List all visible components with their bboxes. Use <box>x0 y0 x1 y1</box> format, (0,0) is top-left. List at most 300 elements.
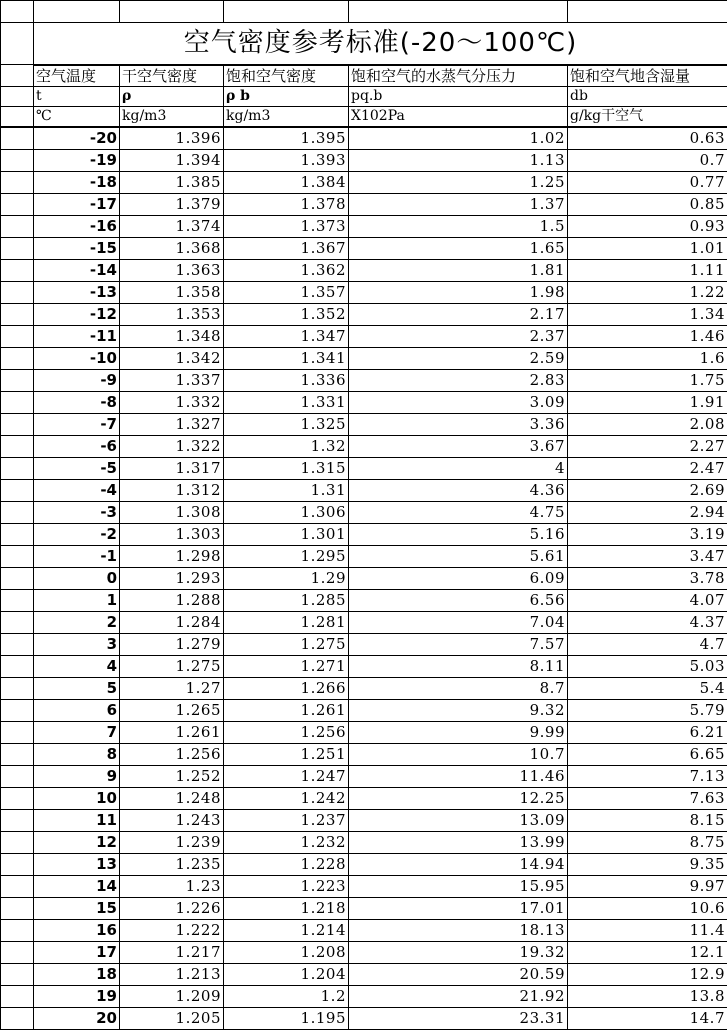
cell[interactable] <box>1 721 34 743</box>
vapor-pressure-cell[interactable]: 8.11 <box>349 655 568 677</box>
cell[interactable] <box>1 325 34 347</box>
cell[interactable] <box>1 193 34 215</box>
cell[interactable] <box>1 941 34 963</box>
unit-saturated-air-density[interactable]: kg/m3 <box>224 106 349 127</box>
dry-air-density-cell[interactable]: 1.205 <box>120 1007 224 1029</box>
saturated-air-density-cell[interactable]: 1.223 <box>224 875 349 897</box>
dry-air-density-cell[interactable]: 1.298 <box>120 545 224 567</box>
vapor-pressure-cell[interactable]: 1.02 <box>349 127 568 150</box>
moisture-content-cell[interactable]: 1.22 <box>568 281 727 303</box>
saturated-air-density-cell[interactable]: 1.31 <box>224 479 349 501</box>
cell[interactable] <box>1 215 34 237</box>
moisture-content-cell[interactable]: 7.63 <box>568 787 727 809</box>
dry-air-density-cell[interactable]: 1.213 <box>120 963 224 985</box>
dry-air-density-cell[interactable]: 1.265 <box>120 699 224 721</box>
cell[interactable] <box>1 985 34 1007</box>
vapor-pressure-cell[interactable]: 20.59 <box>349 963 568 985</box>
header-temperature[interactable]: 空气温度 <box>34 65 120 87</box>
dry-air-density-cell[interactable]: 1.317 <box>120 457 224 479</box>
table-row <box>1 567 727 589</box>
temperature-cell[interactable]: -11 <box>34 325 120 347</box>
vapor-pressure-cell[interactable]: 3.09 <box>349 391 568 413</box>
table-row <box>1 501 727 523</box>
vapor-pressure-cell[interactable]: 2.83 <box>349 369 568 391</box>
saturated-air-density-cell[interactable]: 1.395 <box>224 127 349 150</box>
dry-air-density-cell[interactable]: 1.27 <box>120 677 224 699</box>
symbol-saturated-air-density[interactable]: ρ b <box>224 86 349 106</box>
cell[interactable] <box>1 106 34 127</box>
saturated-air-density-cell[interactable]: 1.232 <box>224 831 349 853</box>
vapor-pressure-cell[interactable]: 4 <box>349 457 568 479</box>
vapor-pressure-cell[interactable]: 3.36 <box>349 413 568 435</box>
moisture-content-cell[interactable]: 9.97 <box>568 875 727 897</box>
saturated-air-density-cell[interactable]: 1.247 <box>224 765 349 787</box>
temperature-cell[interactable]: 9 <box>34 765 120 787</box>
table-row <box>1 369 727 391</box>
vapor-pressure-cell[interactable]: 1.65 <box>349 237 568 259</box>
temperature-cell[interactable]: 13 <box>34 853 120 875</box>
dry-air-density-cell[interactable]: 1.217 <box>120 941 224 963</box>
cell[interactable] <box>1 787 34 809</box>
moisture-content-cell[interactable]: 9.35 <box>568 853 727 875</box>
moisture-content-cell[interactable]: 6.65 <box>568 743 727 765</box>
dry-air-density-cell[interactable]: 1.353 <box>120 303 224 325</box>
temperature-cell[interactable]: 20 <box>34 1007 120 1029</box>
cell[interactable] <box>1 149 34 171</box>
dry-air-density-cell[interactable]: 1.209 <box>120 985 224 1007</box>
moisture-content-cell[interactable]: 12.9 <box>568 963 727 985</box>
temperature-cell[interactable]: -12 <box>34 303 120 325</box>
vapor-pressure-cell[interactable]: 1.98 <box>349 281 568 303</box>
temperature-cell[interactable]: -6 <box>34 435 120 457</box>
table-row <box>1 743 727 765</box>
cell[interactable] <box>568 1 727 23</box>
temperature-cell[interactable]: 4 <box>34 655 120 677</box>
cell[interactable] <box>1 677 34 699</box>
temperature-cell[interactable]: -14 <box>34 259 120 281</box>
vapor-pressure-cell[interactable]: 11.46 <box>349 765 568 787</box>
cell[interactable] <box>1 501 34 523</box>
cell[interactable] <box>1 589 34 611</box>
cell[interactable] <box>1 611 34 633</box>
table-row <box>1 853 727 875</box>
cell[interactable] <box>1 831 34 853</box>
cell[interactable] <box>1 413 34 435</box>
cell[interactable] <box>1 127 34 150</box>
saturated-air-density-cell[interactable]: 1.352 <box>224 303 349 325</box>
cell[interactable] <box>1 435 34 457</box>
saturated-air-density-cell[interactable]: 1.295 <box>224 545 349 567</box>
dry-air-density-cell[interactable]: 1.337 <box>120 369 224 391</box>
cell[interactable] <box>349 1 568 23</box>
saturated-air-density-cell[interactable]: 1.341 <box>224 347 349 369</box>
temperature-cell[interactable]: 17 <box>34 941 120 963</box>
temperature-cell[interactable]: -10 <box>34 347 120 369</box>
dry-air-density-cell[interactable]: 1.358 <box>120 281 224 303</box>
cell[interactable] <box>1 479 34 501</box>
table-row <box>1 479 727 501</box>
temperature-cell[interactable]: -4 <box>34 479 120 501</box>
moisture-content-cell[interactable]: 2.69 <box>568 479 727 501</box>
moisture-content-cell[interactable]: 4.37 <box>568 611 727 633</box>
moisture-content-cell[interactable]: 11.4 <box>568 919 727 941</box>
temperature-cell[interactable]: 11 <box>34 809 120 831</box>
temperature-cell[interactable]: -19 <box>34 149 120 171</box>
cell[interactable] <box>1 897 34 919</box>
saturated-air-density-cell[interactable]: 1.256 <box>224 721 349 743</box>
temperature-cell[interactable]: 14 <box>34 875 120 897</box>
temperature-cell[interactable]: 7 <box>34 721 120 743</box>
table-row <box>1 171 727 193</box>
dry-air-density-cell[interactable]: 1.243 <box>120 809 224 831</box>
dry-air-density-cell[interactable]: 1.239 <box>120 831 224 853</box>
cell[interactable] <box>1 171 34 193</box>
dry-air-density-cell[interactable]: 1.308 <box>120 501 224 523</box>
vapor-pressure-cell[interactable]: 1.5 <box>349 215 568 237</box>
dry-air-density-cell[interactable]: 1.322 <box>120 435 224 457</box>
vapor-pressure-cell[interactable]: 2.17 <box>349 303 568 325</box>
temperature-cell[interactable]: 10 <box>34 787 120 809</box>
vapor-pressure-cell[interactable]: 5.16 <box>349 523 568 545</box>
dry-air-density-cell[interactable]: 1.379 <box>120 193 224 215</box>
cell[interactable] <box>1 65 34 87</box>
vapor-pressure-cell[interactable]: 9.99 <box>349 721 568 743</box>
saturated-air-density-cell[interactable]: 1.347 <box>224 325 349 347</box>
temperature-cell[interactable]: 1 <box>34 589 120 611</box>
temperature-cell[interactable]: -16 <box>34 215 120 237</box>
moisture-content-cell[interactable]: 0.7 <box>568 149 727 171</box>
vapor-pressure-cell[interactable]: 18.13 <box>349 919 568 941</box>
moisture-content-cell[interactable]: 14.7 <box>568 1007 727 1029</box>
dry-air-density-cell[interactable]: 1.374 <box>120 215 224 237</box>
temperature-cell[interactable]: 2 <box>34 611 120 633</box>
dry-air-density-cell[interactable]: 1.348 <box>120 325 224 347</box>
temperature-cell[interactable]: -2 <box>34 523 120 545</box>
moisture-content-cell[interactable]: 1.11 <box>568 259 727 281</box>
cell[interactable] <box>1 347 34 369</box>
dry-air-density-cell[interactable]: 1.226 <box>120 897 224 919</box>
saturated-air-density-cell[interactable]: 1.384 <box>224 171 349 193</box>
table-row <box>1 875 727 897</box>
sheet-body <box>1 1 727 1030</box>
symbol-temperature[interactable]: t <box>34 86 120 106</box>
cell[interactable] <box>1 23 34 65</box>
saturated-air-density-cell[interactable]: 1.275 <box>224 633 349 655</box>
temperature-cell[interactable]: 6 <box>34 699 120 721</box>
table-row <box>1 325 727 347</box>
temperature-cell[interactable]: -3 <box>34 501 120 523</box>
header-dry-air-density[interactable]: 干空气密度 <box>120 65 224 87</box>
table-row <box>1 281 727 303</box>
moisture-content-cell[interactable]: 7.13 <box>568 765 727 787</box>
dry-air-density-cell[interactable]: 1.275 <box>120 655 224 677</box>
saturated-air-density-cell[interactable]: 1.2 <box>224 985 349 1007</box>
vapor-pressure-cell[interactable]: 19.32 <box>349 941 568 963</box>
dry-air-density-cell[interactable]: 1.368 <box>120 237 224 259</box>
saturated-air-density-cell[interactable]: 1.367 <box>224 237 349 259</box>
moisture-content-cell[interactable]: 1.46 <box>568 325 727 347</box>
temperature-cell[interactable]: -18 <box>34 171 120 193</box>
moisture-content-cell[interactable]: 13.8 <box>568 985 727 1007</box>
vapor-pressure-cell[interactable]: 17.01 <box>349 897 568 919</box>
table-row <box>1 347 727 369</box>
saturated-air-density-cell[interactable]: 1.325 <box>224 413 349 435</box>
vapor-pressure-cell[interactable]: 4.36 <box>349 479 568 501</box>
dry-air-density-cell[interactable]: 1.394 <box>120 149 224 171</box>
table-row <box>1 413 727 435</box>
temperature-cell[interactable]: 18 <box>34 963 120 985</box>
vapor-pressure-cell[interactable]: 5.61 <box>349 545 568 567</box>
dry-air-density-cell[interactable]: 1.385 <box>120 171 224 193</box>
saturated-air-density-cell[interactable]: 1.208 <box>224 941 349 963</box>
unit-vapor-partial-pressure[interactable]: X102Pa <box>349 106 568 127</box>
saturated-air-density-cell[interactable]: 1.271 <box>224 655 349 677</box>
cell[interactable] <box>1 303 34 325</box>
vapor-pressure-cell[interactable]: 10.7 <box>349 743 568 765</box>
moisture-content-cell[interactable]: 0.93 <box>568 215 727 237</box>
temperature-cell[interactable]: -13 <box>34 281 120 303</box>
vapor-pressure-cell[interactable]: 15.95 <box>349 875 568 897</box>
saturated-air-density-cell[interactable]: 1.336 <box>224 369 349 391</box>
temperature-cell[interactable]: 19 <box>34 985 120 1007</box>
vapor-pressure-cell[interactable]: 8.7 <box>349 677 568 699</box>
saturated-air-density-cell[interactable]: 1.306 <box>224 501 349 523</box>
moisture-content-cell[interactable]: 4.7 <box>568 633 727 655</box>
moisture-content-cell[interactable]: 1.34 <box>568 303 727 325</box>
moisture-content-cell[interactable]: 6.21 <box>568 721 727 743</box>
cell[interactable] <box>1 963 34 985</box>
dry-air-density-cell[interactable]: 1.293 <box>120 567 224 589</box>
dry-air-density-cell[interactable]: 1.248 <box>120 787 224 809</box>
dry-air-density-cell[interactable]: 1.222 <box>120 919 224 941</box>
saturated-air-density-cell[interactable]: 1.373 <box>224 215 349 237</box>
vapor-pressure-cell[interactable]: 21.92 <box>349 985 568 1007</box>
dry-air-density-cell[interactable]: 1.256 <box>120 743 224 765</box>
moisture-content-cell[interactable]: 10.6 <box>568 897 727 919</box>
moisture-content-cell[interactable]: 1.01 <box>568 237 727 259</box>
cell[interactable] <box>1 699 34 721</box>
table-row <box>1 1007 727 1029</box>
dry-air-density-cell[interactable]: 1.342 <box>120 347 224 369</box>
saturated-air-density-cell[interactable]: 1.331 <box>224 391 349 413</box>
cell[interactable] <box>1 875 34 897</box>
saturated-air-density-cell[interactable]: 1.218 <box>224 897 349 919</box>
moisture-content-cell[interactable]: 5.4 <box>568 677 727 699</box>
vapor-pressure-cell[interactable]: 9.32 <box>349 699 568 721</box>
moisture-content-cell[interactable]: 12.1 <box>568 941 727 963</box>
vapor-pressure-cell[interactable]: 1.25 <box>349 171 568 193</box>
cell[interactable] <box>1 809 34 831</box>
dry-air-density-cell[interactable]: 1.252 <box>120 765 224 787</box>
cell[interactable] <box>1 919 34 941</box>
cell[interactable] <box>1 457 34 479</box>
table-row <box>1 611 727 633</box>
moisture-content-cell[interactable]: 2.94 <box>568 501 727 523</box>
header-row <box>1 65 727 87</box>
dry-air-density-cell[interactable]: 1.332 <box>120 391 224 413</box>
saturated-air-density-cell[interactable]: 1.266 <box>224 677 349 699</box>
cell[interactable] <box>1 391 34 413</box>
saturated-air-density-cell[interactable]: 1.228 <box>224 853 349 875</box>
temperature-cell[interactable]: -15 <box>34 237 120 259</box>
saturated-air-density-cell[interactable]: 1.301 <box>224 523 349 545</box>
table-row <box>1 919 727 941</box>
vapor-pressure-cell[interactable]: 7.04 <box>349 611 568 633</box>
symbol-moisture-content[interactable]: db <box>568 86 727 106</box>
symbol-dry-air-density[interactable]: ρ <box>120 86 224 106</box>
cell[interactable] <box>1 545 34 567</box>
table-row <box>1 215 727 237</box>
header-moisture-content[interactable]: 饱和空气地含湿量 <box>568 65 727 87</box>
moisture-content-cell[interactable]: 3.78 <box>568 567 727 589</box>
header-saturated-air-density[interactable]: 饱和空气密度 <box>224 65 349 87</box>
dry-air-density-cell[interactable]: 1.312 <box>120 479 224 501</box>
cell[interactable] <box>34 1 120 23</box>
vapor-pressure-cell[interactable]: 14.94 <box>349 853 568 875</box>
table-row <box>1 809 727 831</box>
saturated-air-density-cell[interactable]: 1.378 <box>224 193 349 215</box>
temperature-cell[interactable]: 5 <box>34 677 120 699</box>
temperature-cell[interactable]: 12 <box>34 831 120 853</box>
temperature-cell[interactable]: -17 <box>34 193 120 215</box>
moisture-content-cell[interactable]: 8.15 <box>568 809 727 831</box>
cell[interactable] <box>1 765 34 787</box>
symbol-vapor-partial-pressure[interactable]: pq.b <box>349 86 568 106</box>
dry-air-density-cell[interactable]: 1.363 <box>120 259 224 281</box>
dry-air-density-cell[interactable]: 1.288 <box>120 589 224 611</box>
saturated-air-density-cell[interactable]: 1.281 <box>224 611 349 633</box>
saturated-air-density-cell[interactable]: 1.315 <box>224 457 349 479</box>
table-row <box>1 589 727 611</box>
saturated-air-density-cell[interactable]: 1.261 <box>224 699 349 721</box>
vapor-pressure-cell[interactable]: 7.57 <box>349 633 568 655</box>
saturated-air-density-cell[interactable]: 1.393 <box>224 149 349 171</box>
vapor-pressure-cell[interactable]: 1.13 <box>349 149 568 171</box>
moisture-content-cell[interactable]: 0.77 <box>568 171 727 193</box>
cell[interactable] <box>1 86 34 106</box>
saturated-air-density-cell[interactable]: 1.251 <box>224 743 349 765</box>
temperature-cell[interactable]: 15 <box>34 897 120 919</box>
saturated-air-density-cell[interactable]: 1.32 <box>224 435 349 457</box>
temperature-cell[interactable]: -5 <box>34 457 120 479</box>
moisture-content-cell[interactable]: 3.47 <box>568 545 727 567</box>
moisture-content-cell[interactable]: 1.75 <box>568 369 727 391</box>
dry-air-density-cell[interactable]: 1.23 <box>120 875 224 897</box>
temperature-cell[interactable]: -9 <box>34 369 120 391</box>
table-row <box>1 633 727 655</box>
moisture-content-cell[interactable]: 2.47 <box>568 457 727 479</box>
moisture-content-cell[interactable]: 1.91 <box>568 391 727 413</box>
saturated-air-density-cell[interactable]: 1.214 <box>224 919 349 941</box>
table-row <box>1 523 727 545</box>
temperature-cell[interactable]: 16 <box>34 919 120 941</box>
cell[interactable] <box>1 523 34 545</box>
saturated-air-density-cell[interactable]: 1.204 <box>224 963 349 985</box>
cell[interactable] <box>1 655 34 677</box>
saturated-air-density-cell[interactable]: 1.285 <box>224 589 349 611</box>
dry-air-density-cell[interactable]: 1.284 <box>120 611 224 633</box>
moisture-content-cell[interactable]: 5.03 <box>568 655 727 677</box>
unit-temperature[interactable]: ℃ <box>34 106 120 127</box>
vapor-pressure-cell[interactable]: 1.81 <box>349 259 568 281</box>
vapor-pressure-cell[interactable]: 23.31 <box>349 1007 568 1029</box>
moisture-content-cell[interactable]: 5.79 <box>568 699 727 721</box>
cell[interactable] <box>1 237 34 259</box>
vapor-pressure-cell[interactable]: 2.37 <box>349 325 568 347</box>
table-row <box>1 435 727 457</box>
moisture-content-cell[interactable]: 2.08 <box>568 413 727 435</box>
unit-moisture-content[interactable]: g/kg干空气 <box>568 106 727 127</box>
vapor-pressure-cell[interactable]: 13.09 <box>349 809 568 831</box>
table-row <box>1 127 727 150</box>
saturated-air-density-cell[interactable]: 1.195 <box>224 1007 349 1029</box>
saturated-air-density-cell[interactable]: 1.242 <box>224 787 349 809</box>
moisture-content-cell[interactable]: 2.27 <box>568 435 727 457</box>
cell[interactable] <box>1 259 34 281</box>
cell[interactable] <box>1 743 34 765</box>
vapor-pressure-cell[interactable]: 6.09 <box>349 567 568 589</box>
saturated-air-density-cell[interactable]: 1.237 <box>224 809 349 831</box>
cell[interactable] <box>1 567 34 589</box>
table-row <box>1 941 727 963</box>
temperature-cell[interactable]: -1 <box>34 545 120 567</box>
dry-air-density-cell[interactable]: 1.327 <box>120 413 224 435</box>
vapor-pressure-cell[interactable]: 2.59 <box>349 347 568 369</box>
moisture-content-cell[interactable]: 0.85 <box>568 193 727 215</box>
vapor-pressure-cell[interactable]: 1.37 <box>349 193 568 215</box>
temperature-cell[interactable]: 8 <box>34 743 120 765</box>
temperature-cell[interactable]: 0 <box>34 567 120 589</box>
cell[interactable] <box>120 1 224 23</box>
moisture-content-cell[interactable]: 0.63 <box>568 127 727 150</box>
cell[interactable] <box>1 853 34 875</box>
table-title[interactable]: 空气密度参考标准(-20～100℃) <box>34 23 727 65</box>
header-vapor-partial-pressure[interactable]: 饱和空气的水蒸气分压力 <box>349 65 568 87</box>
moisture-content-cell[interactable]: 1.6 <box>568 347 727 369</box>
table-row <box>1 721 727 743</box>
table-row <box>1 303 727 325</box>
cell[interactable] <box>1 369 34 391</box>
dry-air-density-cell[interactable]: 1.303 <box>120 523 224 545</box>
moisture-content-cell[interactable]: 8.75 <box>568 831 727 853</box>
dry-air-density-cell[interactable]: 1.396 <box>120 127 224 150</box>
cell[interactable] <box>1 1 34 23</box>
temperature-cell[interactable]: 3 <box>34 633 120 655</box>
vapor-pressure-cell[interactable]: 12.25 <box>349 787 568 809</box>
saturated-air-density-cell[interactable]: 1.357 <box>224 281 349 303</box>
dry-air-density-cell[interactable]: 1.279 <box>120 633 224 655</box>
vapor-pressure-cell[interactable]: 6.56 <box>349 589 568 611</box>
cell[interactable] <box>1 1007 34 1029</box>
dry-air-density-cell[interactable]: 1.261 <box>120 721 224 743</box>
saturated-air-density-cell[interactable]: 1.362 <box>224 259 349 281</box>
dry-air-density-cell[interactable]: 1.235 <box>120 853 224 875</box>
temperature-cell[interactable]: -20 <box>34 127 120 150</box>
saturated-air-density-cell[interactable]: 1.29 <box>224 567 349 589</box>
vapor-pressure-cell[interactable]: 4.75 <box>349 501 568 523</box>
temperature-cell[interactable]: -8 <box>34 391 120 413</box>
vapor-pressure-cell[interactable]: 3.67 <box>349 435 568 457</box>
cell[interactable] <box>1 633 34 655</box>
unit-dry-air-density[interactable]: kg/m3 <box>120 106 224 127</box>
cell[interactable] <box>1 281 34 303</box>
moisture-content-cell[interactable]: 3.19 <box>568 523 727 545</box>
temperature-cell[interactable]: -7 <box>34 413 120 435</box>
symbol-row <box>1 86 727 106</box>
vapor-pressure-cell[interactable]: 13.99 <box>349 831 568 853</box>
moisture-content-cell[interactable]: 4.07 <box>568 589 727 611</box>
cell[interactable] <box>224 1 349 23</box>
